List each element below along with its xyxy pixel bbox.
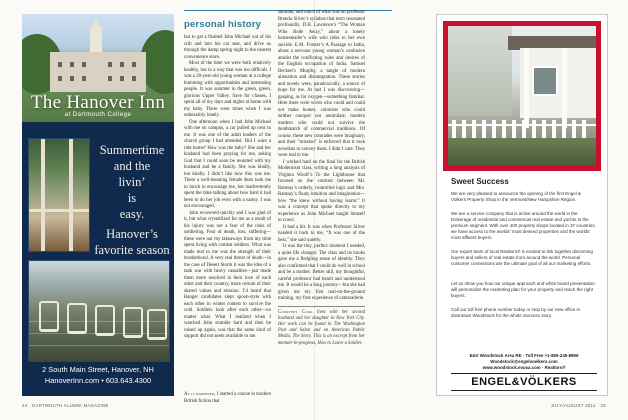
paragraph: John recovered quickly and I was glad of it, but what crystallized for me as a result of his injury was not a fear of the risks of soldiering. Fear of death, loss, suffering—these were not my takeaways from my time spent living with combat soldiers. What was made real to me was the strength of their brotherhood. A very real threat of death—in the case of Desert Storm it was the idea of a tank war with heavy casualties—just made them more resolved in their love of each other and their country, more certain of their shared values and mission. I’d heard that Ranger candidates slept spoon-style with each other in winter contest to survive the cold. Soldiers look after each other—no matter what. What I realized when I watched John stumble hard and then be raised up again, was that the same kind of support did not seem available to me. — [184, 210, 271, 339]
campus-green-photo — [22, 14, 174, 122]
magazine-name: DARTMOUTH ALUMNI MAGAZINE — [32, 403, 109, 408]
contact-email[interactable]: Woodstock@engelvoelkers.com — [490, 358, 558, 364]
logo-name: The Hanover Inn — [30, 92, 166, 113]
tagline-line: and the — [113, 159, 151, 173]
porch-rail — [29, 209, 89, 212]
page-number-left: 24 — [22, 403, 28, 408]
paragraph: I worked hard on the final for the British Modernism class, writing a long analysis of Virginia Woolf’s To the Lighthouse that focused on the contrast between Mr. Ramsay’s orderly, controlled logic and Mrs. Ramsay’s floaty intuition and imagination—how “the knew without having learnt.” It was a concept that spoke directly to my experience as John Michael taught himself to crawl. — [278, 159, 365, 223]
address-line: 2 South Main Street, Hanover, NH — [42, 365, 154, 374]
paragraph-lead: As it happened, — [184, 392, 216, 397]
section-heading: personal history — [184, 19, 262, 30]
dartmouth-hall — [50, 52, 146, 92]
ad-paragraph: Let us show you how our unique approach and white board presentation will personalize the marketing plan for your property and reach the right buyers. — [451, 281, 595, 298]
ad-tagline-season: Hanover’s favorite season — [94, 227, 170, 257]
ad-paragraph: We are a service company that is active around the world in the brokerage of residential and commercial real estate and yachts in the premium segment. With over 400 property shops located in 37 countries, we have access to the worlds’ most desired properties and the worlds’ most affluent buyers. — [451, 211, 596, 240]
engel-voelkers-ad — [436, 14, 608, 396]
ad-paragraph: Call our toll free phone number today or stop by our new office in downtown Woodstock for the whole Success story. — [451, 307, 580, 318]
red-photo-frame — [443, 21, 601, 171]
tagline-line: livin’ — [118, 175, 146, 189]
paragraph-rest: I started a course in modern British fiction that — [184, 392, 271, 404]
folio-left — [22, 403, 109, 408]
steeple — [90, 28, 102, 54]
article-column-2 — [278, 10, 365, 347]
contact-phone[interactable]: E&V Woodstock Area RE · Toll Free +1-855-245-8896 — [469, 353, 579, 358]
tagline-line: is — [127, 191, 137, 205]
paragraph: One afternoon when I had John Michael with me on campus, a car pulled up next to me. It was one of the adult leaders of the church group I had attended. Did I want a ride home? How was the baby? She and her husband had been praying for me, asking God that I could soon be reunited with my husband and be a family. She was kindly, too kindly. I didn’t like how this was me. There a well-meaning female dean took me to lunch to encourage me, but inadvertently spent the time talking about how hard it had been to do her job even with a nanny. I was not encouraged. — [184, 119, 271, 209]
engel-voelkers-logo: ENGEL&VÖLKERS — [451, 373, 597, 391]
rocking-chairs-photo — [28, 260, 170, 362]
porch-column — [41, 139, 45, 251]
page-number-right: 25 — [600, 403, 606, 408]
tagline-line: easy. — [119, 207, 145, 221]
article-column-1-closing — [184, 392, 271, 405]
author-name: Courtney Cook — [278, 309, 313, 315]
porch-column — [69, 139, 73, 251]
paragraph: It had a hit. It was when Professor Silver handed it back to me, “It was one of the best,” she said quietly. — [278, 224, 365, 243]
folio-right — [551, 403, 606, 408]
porch-photo — [28, 138, 90, 252]
hanover-inn-logo — [22, 92, 174, 118]
hanover-inn-ad — [22, 14, 174, 396]
rocking-chair-icon — [39, 301, 59, 332]
ad-paragraph: Our expert team of local Realtors® is excited to link together discerning buyers and sellers of real estate from around the world. Personal customer connections are the ultimate goal of all our marketing efforts. — [451, 249, 593, 266]
website-phone-line[interactable]: HanoverInn.com • 603.643.4300 — [44, 376, 152, 385]
paragraph: but to get a flushed John Michael out of his crib and into his car seat, and drive us through the damp spring night to the nearest convenience store. — [184, 35, 271, 60]
ad-tagline — [92, 142, 172, 222]
issue-date: JULY/AUGUST 2011 — [550, 403, 596, 408]
rocking-chair-icon — [95, 305, 115, 336]
paragraph: Most of the time we were both relatively healthy, but in a way that was too difficult. I was a 20-year-old young woman at a college humming with opportunities and interesting people. It was summer in the green, green, glorious Upper Valley. Save for classes, I spent all of my days and nights at home with my baby. There were times when I was unbearably lonely. — [184, 61, 271, 118]
ad-headline: Sweet Success — [451, 177, 509, 186]
ad-paragraph: We are very pleased to announce the opening of the first Engel & Völkers Property Shop in the Vermont/New Hampshire Region. — [451, 191, 582, 202]
contact-website[interactable]: www.woodstock.evusa.com · Realtors® — [482, 364, 566, 370]
paragraph: It was the tiny, perfect moment I needed, a quiet life changer. The class and its books gave me a fledgling sense of identity. They also confirmed that I could do well in school and be a mother. Better still, my thoughtful, careful professor had heard and understood me. It would be a long journey—but she had given me my first real-on-the-ground training, my first experience of camaraderie. — [278, 244, 365, 301]
rocking-chair-icon — [123, 307, 143, 338]
author-bio-text: lives with her second husband and her daughter in New York City. Her work can be found in The Washington Post and Salon and on American Public Media. The Story. This is an excerpt from her memoir-in-progress, How to Leave a Soldier. — [278, 309, 365, 346]
author-bio — [278, 306, 365, 347]
rocking-chair-icon — [67, 303, 87, 334]
ad-contact — [451, 353, 597, 370]
tagline-line: Summertime — [99, 143, 165, 157]
rocking-chair-icon — [147, 309, 167, 340]
paragraph: summer, and much of what was on professor Brenda Silver’s syllabus that term resonated profoundly. D.H. Lawrence’s “The Woman Who Rode Away,” about a lonely homesteader’s wife who rides to her own suicide. E.M. Forster’s A Passage to India, about a nervous young woman’s confusion amidst the conflicting rules and desires of the English occupation of India. Samuel Beckett’s Murphy, a tangle of modern alienation and disintegration. These stories and novels were, paradoxically, a source of hope for me. At last I was discovering—gasping, as for oxygen—something familiar. Here there were wives who could and could not make homes, colonists who could neither conquer nor assimilate, modern modern who could not survive the deathmatch of commercial traditions. Of course, these new comrades were imaginary, and their “mission” is enforced that it took novelists to convey them. I didn’t care. They were real to me. — [278, 10, 365, 158]
article-column-1 — [184, 35, 271, 341]
ad-address — [22, 364, 174, 386]
logo-subtitle: at Dartmouth College — [64, 112, 132, 118]
